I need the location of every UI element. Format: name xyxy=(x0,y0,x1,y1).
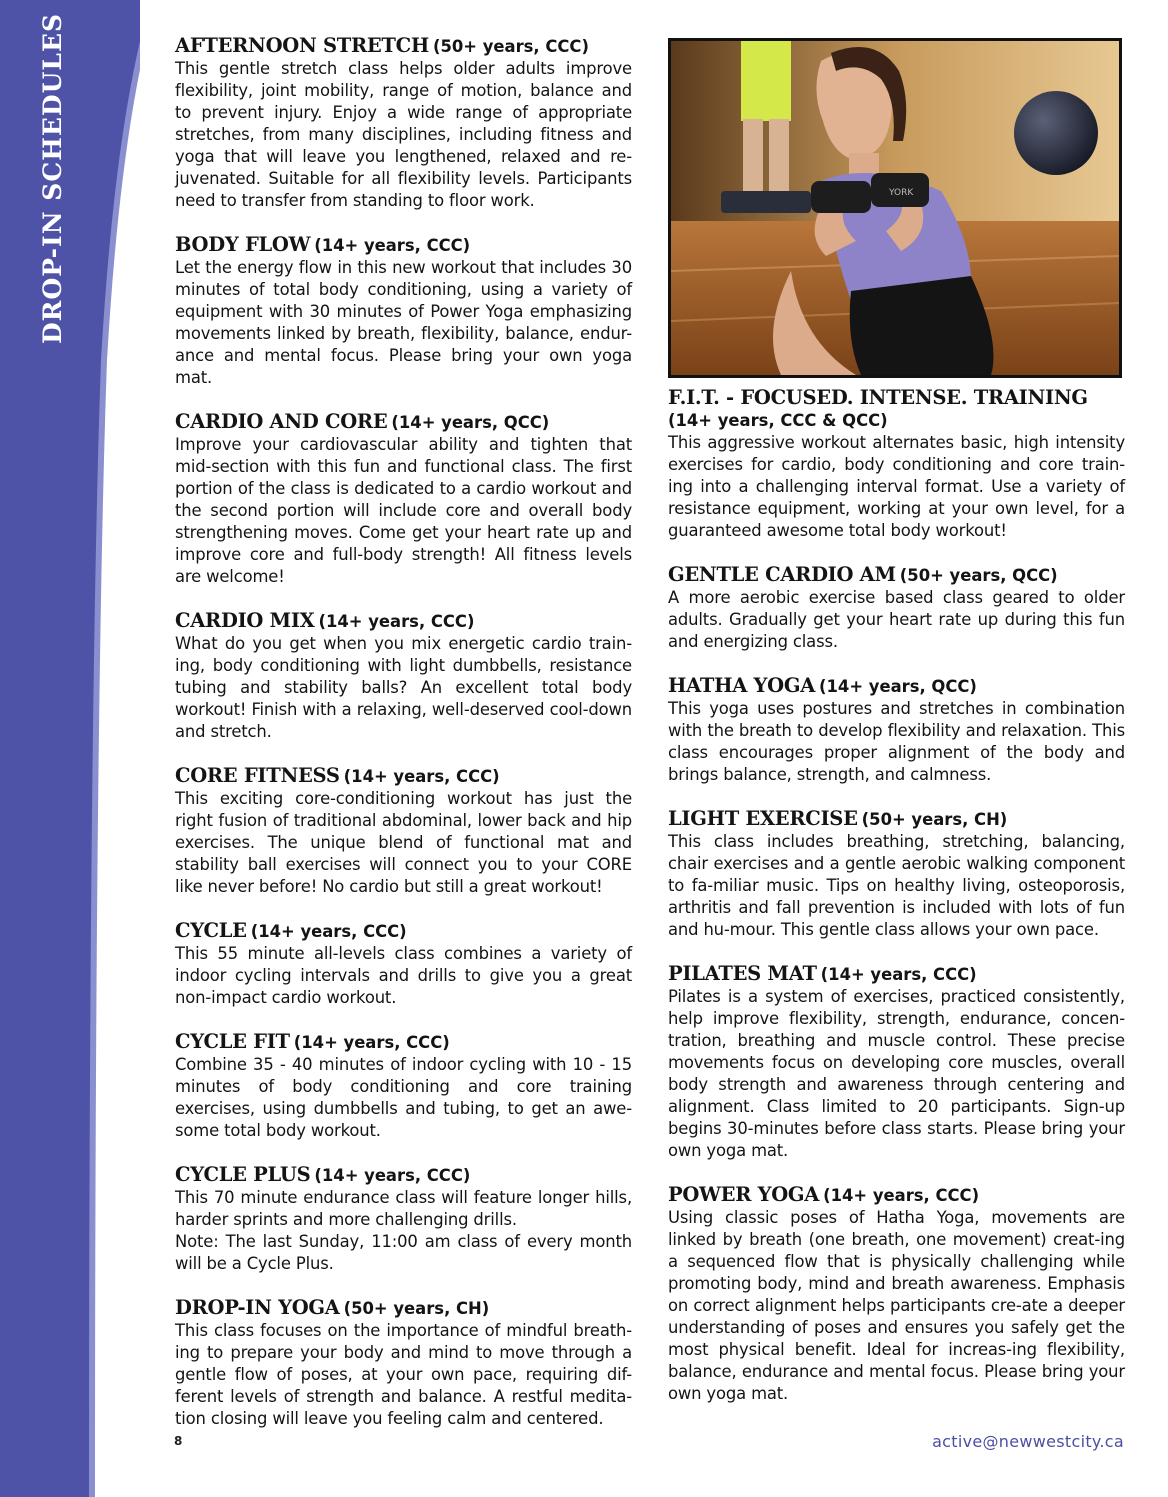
fitness-photo xyxy=(668,38,1122,378)
photo-illustration xyxy=(671,41,1119,375)
class-description: Improve your cardiovascular ability and tighten that mid-section with this fun and functional class. The first portion of the class is dedicated to a cardio workout and the second portion will include core and overall body strengthening moves. Come get your heart rate up and improve core and full-body strength! All fitness levels are welcome! xyxy=(175,435,632,586)
class-description: This 55 minute all-levels class combines a variety of indoor cycling intervals and drills to give you a great non-impact cardio workout. xyxy=(175,944,632,1007)
class-description: This class focuses on the importance of mindful breath-ing to prepare your body and mind to move through a gentle flow of poses, at your own pace, requiring dif-ferent levels of strength and balance. A restful medita-tion closing will leave you feeling calm and centered. xyxy=(175,1321,632,1428)
class-meta: (50+ years, CH) xyxy=(343,1299,490,1318)
sidebar-title: DROP-IN SCHEDULES xyxy=(38,12,67,344)
class-meta: (14+ years, QCC) xyxy=(819,677,977,696)
class-power-yoga xyxy=(668,1183,1125,1405)
class-name: CYCLE FIT xyxy=(175,1030,290,1053)
class-name: POWER YOGA xyxy=(668,1183,820,1206)
class-description: Pilates is a system of exercises, practiced consistently, help improve flexibility, strength, endurance, concen-tration, breathing and muscle control. These precise movements focus on developing core muscles, overall body strength and awareness through centering and alignment. Class limited to 20 participants. Sign-up begins 30-minutes before class starts. Please bring your own yoga mat. xyxy=(668,987,1125,1160)
class-fit xyxy=(668,386,1125,542)
right-column xyxy=(668,38,1125,1426)
class-drop-in-yoga xyxy=(175,1296,632,1430)
class-cycle-plus xyxy=(175,1163,632,1275)
class-description: This aggressive workout alternates basic, high intensity exercises for cardio, body conditioning and core train-ing into a challenging interval format. Use a variety of resistance equipment, working at your own level, for a guaranteed awesome total body workout! xyxy=(668,433,1125,540)
class-core-fitness xyxy=(175,764,632,898)
class-meta: (14+ years, CCC) xyxy=(823,1186,980,1205)
class-meta: (14+ years, CCC) xyxy=(314,1166,471,1185)
class-name: DROP-IN YOGA xyxy=(175,1296,340,1319)
class-name: CORE FITNESS xyxy=(175,764,340,787)
class-description: Let the energy flow in this new workout that includes 30 minutes of total body conditioning, using a variety of equipment with 30 minutes of Power Yoga emphasizing movements linked by breath, flexibility, balance, endur-ance and mental focus. Please bring your own yoga mat. xyxy=(175,258,632,387)
class-name: AFTERNOON STRETCH xyxy=(175,34,429,57)
class-description: This 70 minute endurance class will feature longer hills, harder sprints and more challenging drills. xyxy=(175,1188,632,1229)
class-description: Using classic poses of Hatha Yoga, movements are linked by breath (one breath, one movement) creat-ing a sequenced flow that is physically challenging while promoting body, mind and breath awareness. Emphasis on correct alignment helps participants cre-ate a deeper understanding of poses and ensures you safely get the most physical benefit. Ideal for increas-ing flexibility, balance, endurance and mental focus. Please bring your own yoga mat. xyxy=(668,1208,1125,1403)
sidebar-fill xyxy=(0,0,140,1497)
class-description: This class includes breathing, stretching, balancing, chair exercises and a gentle aerobic walking component to fa-miliar music. Tips on healthy living, osteoporosis, arthritis and fall prevention is included with lots of fun and hu-mour. This gentle class allows your own pace. xyxy=(668,832,1125,939)
class-meta: (50+ years, QCC) xyxy=(899,566,1058,585)
class-description: This yoga uses postures and stretches in combination with the breath to develop flexibility and relaxation. This class encourages proper alignment of the body and brings balance, strength, and calmness. xyxy=(668,699,1125,784)
class-name: CYCLE PLUS xyxy=(175,1163,311,1186)
class-gentle-cardio-am xyxy=(668,563,1125,653)
contact-email-link[interactable]: active@newwestcity.ca xyxy=(932,1432,1124,1451)
class-hatha-yoga xyxy=(668,674,1125,786)
left-column xyxy=(175,34,632,1451)
class-name: CYCLE xyxy=(175,919,247,942)
class-description: A more aerobic exercise based class geared to older adults. Gradually get your heart rate up during this fun and energizing class. xyxy=(668,588,1125,651)
class-meta: (14+ years, QCC) xyxy=(391,413,550,432)
class-cycle xyxy=(175,919,632,1009)
class-name: BODY FLOW xyxy=(175,233,311,256)
class-meta: (14+ years, CCC & QCC) xyxy=(668,411,888,430)
class-meta: (14+ years, CCC) xyxy=(314,236,471,255)
page-number: 8 xyxy=(174,1434,183,1448)
class-light-exercise xyxy=(668,807,1125,941)
class-meta: (14+ years, CCC) xyxy=(293,1033,450,1052)
class-description: Combine 35 - 40 minutes of indoor cycling with 10 - 15 minutes of body conditioning and core training exercises, using dumbbells and tubing, to get an awe-some total body workout. xyxy=(175,1055,632,1140)
class-description: This gentle stretch class helps older adults improve flexibility, joint mobility, range of motion, balance and to prevent injury. Enjoy a wide range of appropriate stretches, from many disciplines, including fitness and yoga that will leave you lengthened, relaxed and re-juvenated. Suitable for all flexibility levels. Participants need to transfer from standing to floor work. xyxy=(175,59,632,210)
class-meta: (14+ years, CCC) xyxy=(250,922,407,941)
class-meta: (14+ years, CCC) xyxy=(343,767,500,786)
class-afternoon-stretch xyxy=(175,34,632,212)
class-description: This exciting core-conditioning workout has just the right fusion of traditional abdominal, lower back and hip exercises. The unique blend of functional mat and stability ball exercises will connect you to your CORE like never before! No cardio but still a great workout! xyxy=(175,789,632,896)
class-name: GENTLE CARDIO AM xyxy=(668,563,896,586)
class-description: What do you get when you mix energetic cardio train-ing, body conditioning with light dumbbells, resistance tubing and stability balls? An excellent total body workout! Finish with a relaxing, well-deserved cool-down and stretch. xyxy=(175,634,632,741)
class-cycle-fit xyxy=(175,1030,632,1142)
class-name: LIGHT EXERCISE xyxy=(668,807,858,830)
class-pilates-mat xyxy=(668,962,1125,1162)
class-meta: (14+ years, CCC) xyxy=(820,965,977,984)
class-meta: (50+ years, CCC) xyxy=(432,37,589,56)
class-cardio-mix xyxy=(175,609,632,743)
class-name: CARDIO AND CORE xyxy=(175,410,388,433)
dumbbell-label: YORK xyxy=(889,188,914,198)
sidebar-shape xyxy=(0,0,140,1497)
class-name: HATHA YOGA xyxy=(668,674,816,697)
class-meta: (14+ years, CCC) xyxy=(318,612,475,631)
class-name: PILATES MAT xyxy=(668,962,817,985)
sidebar-band xyxy=(0,0,140,1497)
class-body-flow xyxy=(175,233,632,389)
class-meta: (50+ years, CH) xyxy=(861,810,1008,829)
class-name: F.I.T. - FOCUSED. INTENSE. TRAINING xyxy=(668,386,1088,409)
class-note: Note: The last Sunday, 11:00 am class of every month will be a Cycle Plus. xyxy=(175,1232,632,1273)
class-name: CARDIO MIX xyxy=(175,609,315,632)
class-cardio-and-core xyxy=(175,410,632,588)
